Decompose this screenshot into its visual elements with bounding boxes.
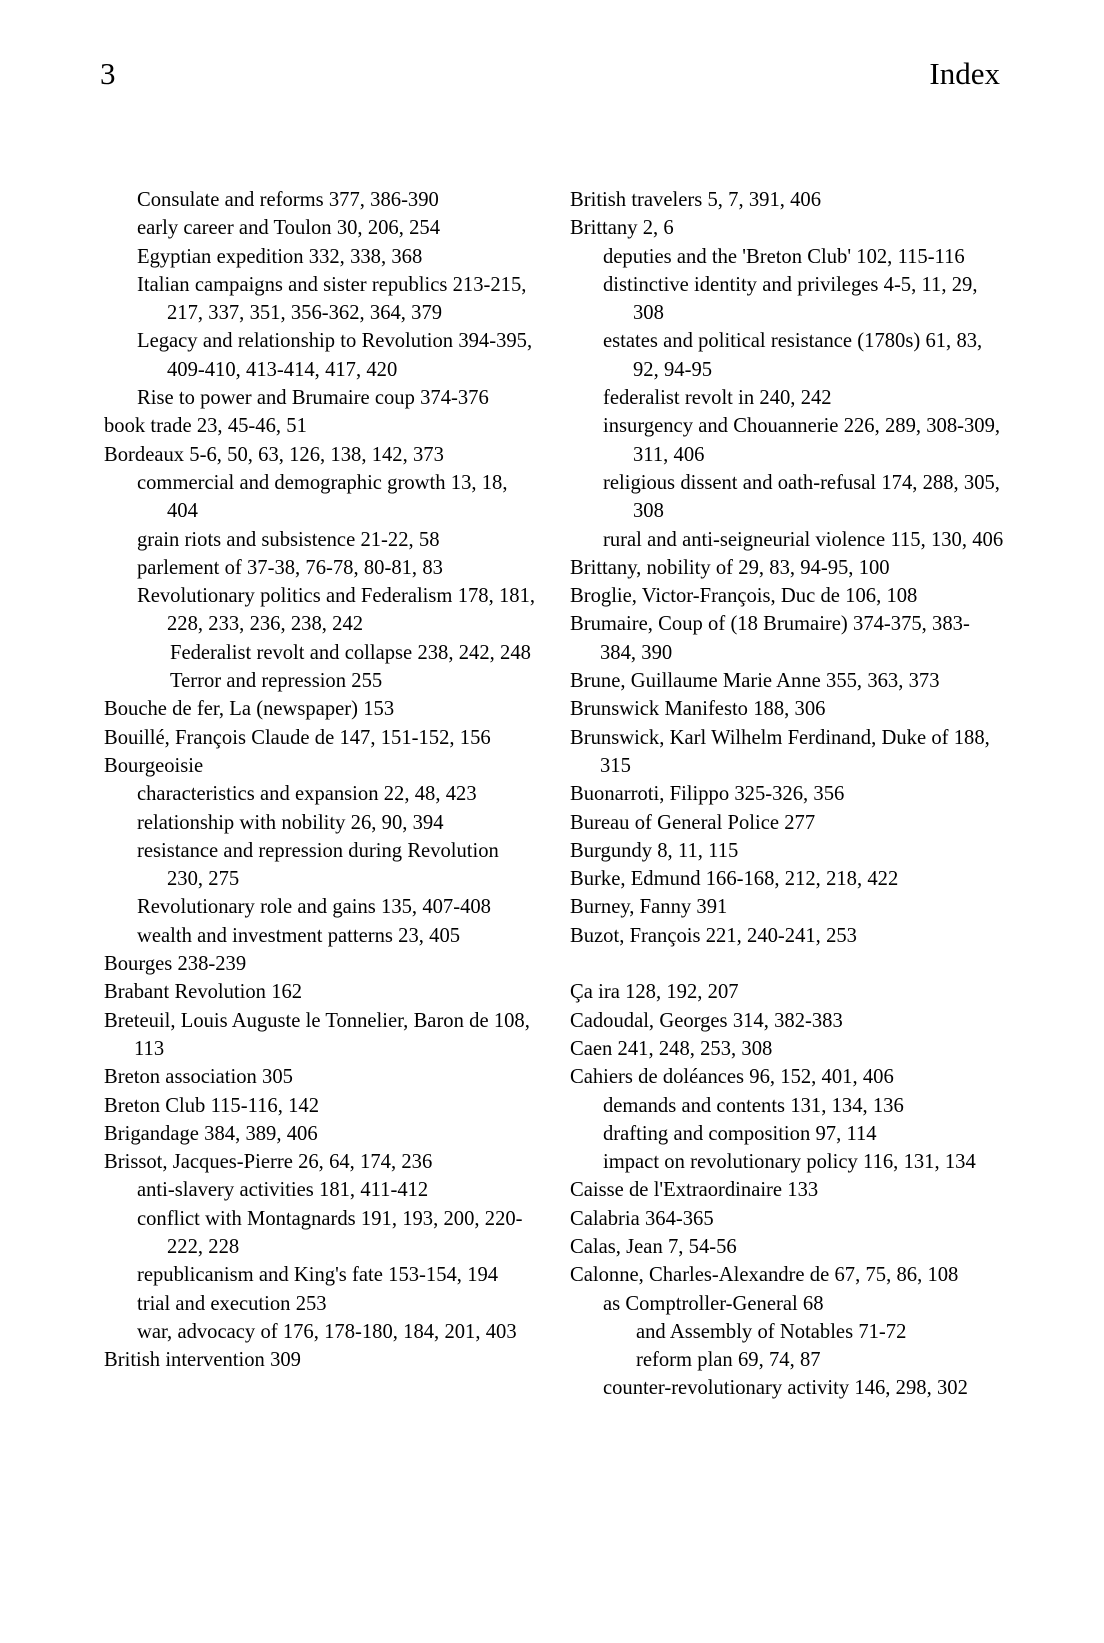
index-entry-level-1: Legacy and relationship to Revolution 394-395, 409-410, 413-414, 417, 420 bbox=[137, 330, 533, 381]
index-entry-level-1: anti-slavery activities 181, 411-412 bbox=[137, 1179, 429, 1202]
index-entry-level-0: book trade 23, 45-46, 51 bbox=[104, 415, 307, 438]
index-entry-level-2: Terror and repression 255 bbox=[170, 670, 383, 693]
index-entry-level-0: Burke, Edmund 166-168, 212, 218, 422 bbox=[570, 868, 899, 891]
index-entry-level-0: Cadoudal, Georges 314, 382-383 bbox=[570, 1009, 843, 1032]
index-entry-level-0: Brissot, Jacques-Pierre 26, 64, 174, 236 bbox=[104, 1151, 433, 1174]
index-entry-level-0: Buonarroti, Filippo 325-326, 356 bbox=[570, 783, 845, 806]
index-entry-level-0: British intervention 309 bbox=[104, 1349, 301, 1372]
index-entry-level-0: Calabria 364-365 bbox=[570, 1207, 714, 1230]
index-entry-level-0: Caisse de l'Extraordinaire 133 bbox=[570, 1179, 819, 1202]
index-entry-level-1: Egyptian expedition 332, 338, 368 bbox=[137, 245, 423, 268]
index-entry-level-1: distinctive identity and privileges 4-5, 11, 29, 308 bbox=[603, 273, 978, 325]
index-entry-level-1: parlement of 37-38, 76-78, 80-81, 83 bbox=[137, 556, 443, 579]
index-entry-level-1: federalist revolt in 240, 242 bbox=[603, 387, 832, 410]
index-entry-level-1: counter-revolutionary activity 146, 298, 302 bbox=[603, 1377, 968, 1400]
index-entry-level-1: republicanism and King's fate 153-154, 194 bbox=[137, 1264, 499, 1287]
left-column bbox=[104, 186, 538, 1403]
index-entry-level-1: Consulate and reforms 377, 386-390 bbox=[137, 189, 439, 211]
index-entry-level-1: insurgency and Chouannerie 226, 289, 308-309, 311, 406 bbox=[603, 415, 1001, 466]
index-entry-level-1: war, advocacy of 176, 178-180, 184, 201, 403 bbox=[137, 1320, 517, 1343]
index-entry-level-0: Brunswick, Karl Wilhelm Ferdinand, Duke of 188, 315 bbox=[570, 726, 990, 777]
index-entry-level-0: Burney, Fanny 391 bbox=[570, 896, 728, 919]
index-entry-level-2: Federalist revolt and collapse 238, 242, 248 bbox=[170, 641, 531, 664]
index-entry-level-0: Calas, Jean 7, 54-56 bbox=[570, 1235, 737, 1258]
index-entry-level-1: religious dissent and oath-refusal 174, 288, 305, 308 bbox=[603, 471, 1000, 523]
index-entry-level-2: reform plan 69, 74, 87 bbox=[636, 1349, 821, 1372]
index-entry-level-0: Bureau of General Police 277 bbox=[570, 811, 816, 834]
index-entry-level-1: trial and execution 253 bbox=[137, 1292, 327, 1315]
index-entry-level-1: conflict with Montagnards 191, 193, 200, 220-222, 228 bbox=[137, 1207, 523, 1258]
index-entry-level-1: Revolutionary role and gains 135, 407-408 bbox=[137, 896, 491, 919]
index-entry-level-0: Bourges 238-239 bbox=[104, 953, 247, 976]
index-entry-level-1: characteristics and expansion 22, 48, 423 bbox=[137, 783, 477, 806]
index-entry-level-1: as Comptroller-General 68 bbox=[603, 1292, 824, 1315]
index-columns bbox=[104, 186, 1004, 1403]
index-entry-level-1: estates and political resistance (1780s) 61, 83, 92, 94-95 bbox=[603, 330, 983, 381]
index-entry-level-0: Brune, Guillaume Marie Anne 355, 363, 373 bbox=[570, 670, 940, 693]
page-title: Index bbox=[929, 56, 1000, 91]
index-entry-level-0: Bordeaux 5-6, 50, 63, 126, 138, 142, 373 bbox=[104, 443, 444, 466]
index-entry-level-0: Brittany 2, 6 bbox=[570, 217, 674, 240]
index-entry-level-0: Breton Club 115-116, 142 bbox=[104, 1094, 319, 1117]
index-entry-level-1: grain riots and subsistence 21-22, 58 bbox=[137, 528, 440, 551]
index-entry-level-0: Caen 241, 248, 253, 308 bbox=[570, 1037, 773, 1060]
index-entry-level-0: Brumaire, Coup of (18 Brumaire) 374-375, 383-384, 390 bbox=[570, 613, 970, 664]
index-entry-level-1: commercial and demographic growth 13, 18, 404 bbox=[137, 471, 508, 523]
index-entry-level-1: early career and Toulon 30, 206, 254 bbox=[137, 217, 441, 240]
index-entry-level-1: Rise to power and Brumaire coup 374-376 bbox=[137, 387, 489, 410]
index-entry-level-1: drafting and composition 97, 114 bbox=[603, 1122, 877, 1145]
index-entry-level-0: Brigandage 384, 389, 406 bbox=[104, 1122, 318, 1145]
index-entry-level-1: wealth and investment patterns 23, 405 bbox=[137, 924, 461, 947]
index-entry-level-0: Ça ira 128, 192, 207 bbox=[570, 981, 739, 1004]
index-entry-level-1: impact on revolutionary policy 116, 131, 134 bbox=[603, 1151, 976, 1174]
index-entry-level-1: Revolutionary politics and Federalism 178, 181, 228, 233, 236, 238, 242 bbox=[137, 585, 536, 636]
index-entry-level-0: Breton association 305 bbox=[104, 1066, 293, 1089]
index-entry-level-1: Italian campaigns and sister republics 213-215, 217, 337, 351, 356-362, 364, 379 bbox=[137, 273, 527, 325]
index-entry-level-1: resistance and repression during Revolution 230, 275 bbox=[137, 839, 499, 891]
index-entry-level-2: and Assembly of Notables 71-72 bbox=[636, 1320, 907, 1343]
index-entry-level-1: deputies and the 'Breton Club' 102, 115-116 bbox=[603, 245, 965, 268]
index-entry-level-0: Brunswick Manifesto 188, 306 bbox=[570, 698, 826, 721]
index-entry-level-0: Bourgeoisie bbox=[104, 754, 204, 777]
index-entry-level-0: Breteuil, Louis Auguste le Tonnelier, Baron de 108, 113 bbox=[104, 1009, 530, 1060]
index-entry-level-0: British travelers 5, 7, 391, 406 bbox=[570, 189, 822, 211]
index-entry-level-0: Calonne, Charles-Alexandre de 67, 75, 86, 108 bbox=[570, 1264, 959, 1287]
index-entry-level-1: rural and anti-seigneurial violence 115, 130, 406 bbox=[603, 528, 1004, 551]
entry-group-separator bbox=[570, 950, 1004, 978]
index-entry-level-0: Bouche de fer, La (newspaper) 153 bbox=[104, 698, 395, 721]
index-entry-level-1: demands and contents 131, 134, 136 bbox=[603, 1094, 904, 1117]
index-entry-level-0: Buzot, François 221, 240-241, 253 bbox=[570, 924, 857, 947]
index-entry-level-0: Brabant Revolution 162 bbox=[104, 981, 303, 1004]
running-head bbox=[100, 52, 1000, 96]
index-entry-level-0: Broglie, Victor-François, Duc de 106, 108 bbox=[570, 585, 918, 608]
index-entry-level-0: Cahiers de doléances 96, 152, 401, 406 bbox=[570, 1066, 894, 1089]
page-number: 3 bbox=[100, 56, 116, 91]
index-entry-level-0: Burgundy 8, 11, 115 bbox=[570, 839, 739, 862]
right-column bbox=[570, 186, 1004, 1403]
index-entry-level-0: Bouillé, François Claude de 147, 151-152, 156 bbox=[104, 726, 491, 749]
index-entry-level-0: Brittany, nobility of 29, 83, 94-95, 100 bbox=[570, 556, 890, 579]
index-entry-level-1: relationship with nobility 26, 90, 394 bbox=[137, 811, 444, 834]
